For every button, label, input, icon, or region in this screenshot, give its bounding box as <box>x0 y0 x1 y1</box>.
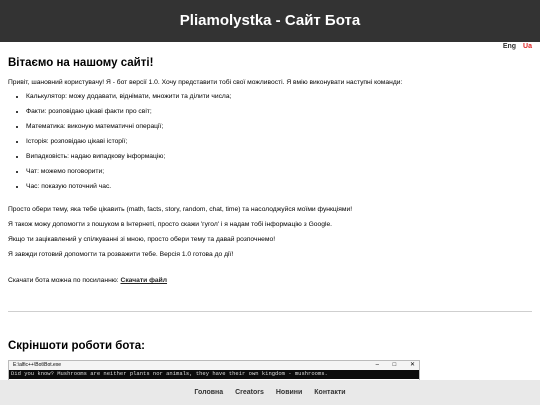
maximize-icon: □ <box>392 362 397 368</box>
site-header <box>0 0 540 42</box>
closing-text: Якщо ти зацікавлений у спілкуванні зі мною, просто обери тему та давай розпочнемо! <box>8 236 276 243</box>
minimize-icon: – <box>375 362 379 368</box>
lang-ua-link[interactable]: Ua <box>523 43 532 50</box>
close-icon: ✕ <box>409 362 415 368</box>
list-item: • Чат: можемо поговорити; <box>26 168 231 183</box>
footer-link-home[interactable]: Головна <box>194 389 224 396</box>
download-file-link[interactable]: Скачати файл <box>120 277 168 284</box>
list-item: • Калькулятор: можу додавати, віднімати, множити та ділити числа; <box>26 93 231 108</box>
section-divider <box>8 311 532 312</box>
site-footer <box>0 380 540 405</box>
list-item: • Історія: розповідаю цікаві історії; <box>26 138 231 153</box>
footer-link-contacts[interactable]: Контакти <box>314 389 346 396</box>
closing-paragraphs <box>8 206 352 266</box>
closing-text: Просто обери тему, яка тебе цікавить (math, facts, story, random, chat, time) та насолоджуйся моїми функціями! <box>8 206 353 213</box>
window-controls <box>364 361 415 370</box>
console-output: Did you know? Mushrooms are neither plants nor animals, they have their own kingdom - mushrooms. <box>9 370 419 379</box>
console-window-title: E:\alfic++\Bot\Bot.exe <box>13 362 62 368</box>
list-item: • Час: показую поточний час. <box>26 183 231 198</box>
download-text: Скачати бота можна по посиланню: <box>8 277 119 284</box>
commands-list <box>8 93 231 198</box>
console-titlebar <box>9 361 419 370</box>
list-item: • Факти: розповідаю цікаві факти про світ; <box>26 108 231 123</box>
footer-link-creators[interactable]: Creators <box>235 389 264 396</box>
main-content <box>8 57 532 284</box>
screenshots-heading: Скріншоти роботи бота: <box>8 340 145 352</box>
list-item: • Випадковість: надаю випадкову інформацію; <box>26 153 231 168</box>
closing-text: Я також можу допомогти з пошуком в Інтернеті, просто скажи 'гугол' і я надам тобі інформацію з Google. <box>8 221 333 228</box>
intro-text: Привіт, шановний користувачу! Я - бот версії 1.0. Хочу представити тобі свої можливості. Я вмію виконувати наступні команди: <box>8 79 403 86</box>
list-item: • Математика: виконую математичні операції; <box>26 123 231 138</box>
site-title: Pliamolystka - Сайт Бота <box>179 12 361 29</box>
welcome-heading: Вітаємо на нашому сайті! <box>8 57 154 69</box>
language-switcher <box>498 43 532 50</box>
download-line <box>8 277 167 285</box>
lang-en-link[interactable]: Eng <box>502 43 517 50</box>
footer-link-news[interactable]: Новини <box>275 389 303 396</box>
closing-text: Я завжди готовий допомогти та розважити тебе. Версія 1.0 готова до дії! <box>8 251 234 258</box>
bot-console-screenshot <box>8 360 420 382</box>
